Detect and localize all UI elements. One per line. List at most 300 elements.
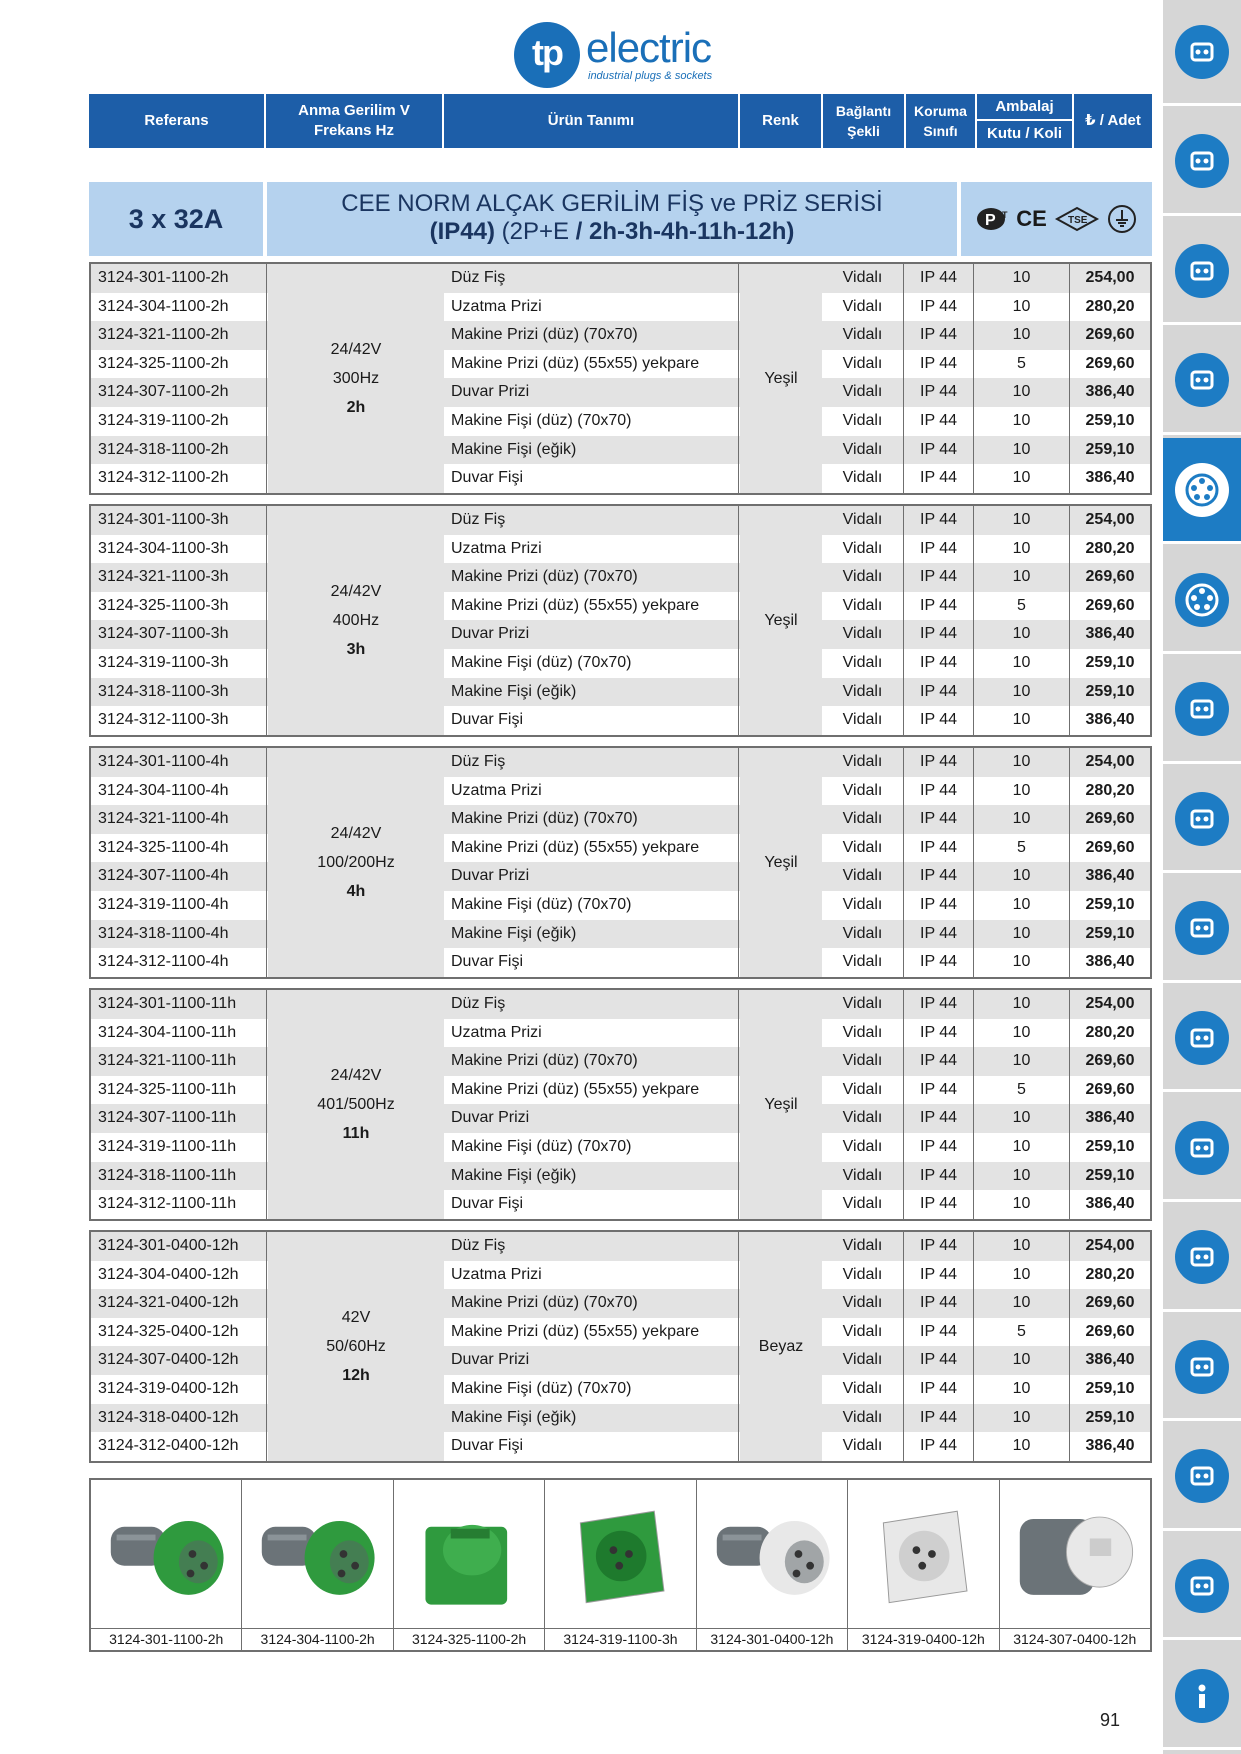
ref-cell: 3124-307-1100-2h bbox=[91, 378, 267, 407]
hour-position-value: 12h bbox=[342, 1366, 370, 1384]
packaging-cell: 10 bbox=[974, 748, 1070, 777]
table-row bbox=[91, 1047, 1150, 1076]
description-cell: Duvar Prizi bbox=[444, 1104, 739, 1133]
protection-cell: IP 44 bbox=[904, 436, 974, 465]
voltage-value: 24/42V bbox=[330, 582, 382, 600]
connection-cell: Vidalı bbox=[822, 563, 904, 592]
ref-cell: 3124-318-1100-3h bbox=[91, 678, 267, 707]
sidebar-item-cee-socket[interactable] bbox=[1163, 438, 1241, 544]
price-cell: 259,10 bbox=[1085, 1379, 1135, 1397]
info-icon bbox=[1175, 1669, 1229, 1723]
table-row bbox=[91, 1404, 1150, 1433]
packaging-cell: 5 bbox=[974, 834, 1070, 863]
protection-cell: IP 44 bbox=[904, 1047, 974, 1076]
header-packaging-bottom: Kutu / Koli bbox=[987, 125, 1062, 142]
ref-cell: 3124-319-1100-4h bbox=[91, 891, 267, 920]
table-row bbox=[91, 1133, 1150, 1162]
price-cell: 254,00 bbox=[1085, 995, 1135, 1012]
table-row bbox=[91, 293, 1150, 322]
voltage-value: 24/42V bbox=[330, 340, 382, 358]
voltage-frequency-merged bbox=[268, 506, 444, 735]
connector-icon bbox=[1175, 353, 1229, 407]
connection-cell: Vidalı bbox=[822, 1104, 904, 1133]
sidebar-item-enclosure[interactable] bbox=[1163, 1315, 1241, 1421]
ref-cell: 3124-312-1100-3h bbox=[91, 706, 267, 735]
enclosure-icon bbox=[1175, 1340, 1229, 1394]
sidebar-item-distribution-board[interactable] bbox=[1163, 767, 1241, 873]
packaging-cell: 5 bbox=[974, 350, 1070, 379]
description-cell: Uzatma Prizi bbox=[444, 535, 739, 564]
sidebar-item-power-strip[interactable] bbox=[1163, 219, 1241, 325]
packaging-cell: 10 bbox=[974, 1346, 1070, 1375]
table-row bbox=[91, 805, 1150, 834]
power-strip-icon bbox=[1175, 244, 1229, 298]
header-voltage-line1: Anma Gerilim V bbox=[298, 102, 410, 119]
voltage-value: 24/42V bbox=[330, 1066, 382, 1084]
header-packaging-top: Ambalaj bbox=[977, 94, 1072, 121]
photo-caption: 3124-301-0400-12h bbox=[697, 1628, 847, 1650]
description-cell: Makine Prizi (düz) (55x55) yekpare bbox=[444, 1076, 739, 1105]
description-cell: Makine Prizi (düz) (70x70) bbox=[444, 1289, 739, 1318]
packaging-cell: 10 bbox=[974, 1104, 1070, 1133]
sidebar-item-cart-box[interactable] bbox=[1163, 877, 1241, 983]
connection-cell: Vidalı bbox=[822, 948, 904, 977]
description-cell: Düz Fiş bbox=[444, 506, 739, 535]
price-cell: 259,10 bbox=[1085, 411, 1135, 429]
protection-cell: IP 44 bbox=[904, 862, 974, 891]
photo-caption: 3124-301-1100-2h bbox=[91, 1628, 241, 1650]
table-row bbox=[91, 706, 1150, 735]
ref-cell: 3124-312-1100-11h bbox=[91, 1190, 267, 1219]
connection-cell: Vidalı bbox=[822, 407, 904, 436]
price-cell: 386,40 bbox=[1085, 1437, 1135, 1455]
connection-cell: Vidalı bbox=[822, 464, 904, 493]
protection-cell: IP 44 bbox=[904, 620, 974, 649]
ref-cell: 3124-312-1100-4h bbox=[91, 948, 267, 977]
price-cell: 269,60 bbox=[1085, 1294, 1135, 1312]
packaging-cell: 10 bbox=[974, 777, 1070, 806]
protection-cell: IP 44 bbox=[904, 920, 974, 949]
connection-cell: Vidalı bbox=[822, 436, 904, 465]
series-title-band bbox=[89, 182, 1152, 256]
price-cell: 386,40 bbox=[1085, 625, 1135, 643]
description-cell: Duvar Prizi bbox=[444, 378, 739, 407]
voltage-frequency-merged bbox=[268, 264, 444, 493]
sidebar-item-reel[interactable] bbox=[1163, 1425, 1241, 1531]
header-voltage bbox=[266, 94, 444, 148]
packaging-cell: 10 bbox=[974, 407, 1070, 436]
protection-cell: IP 44 bbox=[904, 264, 974, 293]
color-merged bbox=[740, 748, 822, 977]
description-cell: Makine Fişi (düz) (70x70) bbox=[444, 1375, 739, 1404]
packaging-cell: 10 bbox=[974, 1019, 1070, 1048]
frequency-value: 50/60Hz bbox=[326, 1337, 386, 1355]
packaging-cell: 5 bbox=[974, 1076, 1070, 1105]
color-value: Yeşil bbox=[764, 853, 798, 871]
svg-text:TSE: TSE bbox=[1067, 215, 1088, 226]
connection-cell: Vidalı bbox=[822, 1432, 904, 1461]
table-row bbox=[91, 1375, 1150, 1404]
ref-cell: 3124-307-0400-12h bbox=[91, 1346, 267, 1375]
description-cell: Uzatma Prizi bbox=[444, 293, 739, 322]
logo-tagline: industrial plugs & sockets bbox=[588, 70, 713, 82]
cee-socket-icon bbox=[1175, 463, 1229, 517]
product-group-4h bbox=[89, 746, 1152, 979]
connection-cell: Vidalı bbox=[822, 1076, 904, 1105]
protection-cell: IP 44 bbox=[904, 1404, 974, 1433]
ref-cell: 3124-321-1100-4h bbox=[91, 805, 267, 834]
price-cell: 269,60 bbox=[1085, 838, 1135, 856]
packaging-cell: 10 bbox=[974, 464, 1070, 493]
description-cell: Makine Fişi (eğik) bbox=[444, 1162, 739, 1191]
product-photo-cell bbox=[91, 1480, 242, 1650]
ref-cell: 3124-321-1100-2h bbox=[91, 321, 267, 350]
header-connection bbox=[823, 94, 906, 148]
price-cell: 269,60 bbox=[1085, 326, 1135, 344]
protection-cell: IP 44 bbox=[904, 1232, 974, 1261]
connection-cell: Vidalı bbox=[822, 706, 904, 735]
price-cell: 386,40 bbox=[1085, 953, 1135, 971]
protection-cell: IP 44 bbox=[904, 777, 974, 806]
page-number: 91 bbox=[1100, 1710, 1121, 1730]
ref-cell: 3124-321-1100-3h bbox=[91, 563, 267, 592]
sidebar-item-cable-box[interactable] bbox=[1163, 1534, 1241, 1640]
description-cell: Makine Prizi (düz) (70x70) bbox=[444, 1047, 739, 1076]
product-photo-panel-plug bbox=[557, 1492, 683, 1618]
packaging-cell: 10 bbox=[974, 321, 1070, 350]
ref-cell: 3124-307-1100-4h bbox=[91, 862, 267, 891]
series-title-line1: CEE NORM ALÇAK GERİLİM FİŞ ve PRİZ SERİSİ bbox=[341, 190, 883, 217]
color-merged bbox=[740, 506, 822, 735]
protection-cell: IP 44 bbox=[904, 1104, 974, 1133]
series-close: ) bbox=[786, 218, 795, 245]
ref-cell: 3124-312-1100-2h bbox=[91, 464, 267, 493]
series-slash: / bbox=[575, 218, 590, 245]
frequency-value: 400Hz bbox=[332, 611, 380, 629]
sidebar-item-junction-box[interactable] bbox=[1163, 1206, 1241, 1312]
ref-cell: 3124-325-1100-3h bbox=[91, 592, 267, 621]
protection-cell: IP 44 bbox=[904, 464, 974, 493]
sidebar-item-cee-plug[interactable] bbox=[1163, 548, 1241, 654]
sidebar-item-coupler[interactable] bbox=[1163, 658, 1241, 764]
price-cell: 386,40 bbox=[1085, 1351, 1135, 1369]
price-cell: 269,60 bbox=[1085, 596, 1135, 614]
connection-cell: Vidalı bbox=[822, 1289, 904, 1318]
ref-cell: 3124-312-0400-12h bbox=[91, 1432, 267, 1461]
price-cell: 269,60 bbox=[1085, 1080, 1135, 1098]
table-row bbox=[91, 1289, 1150, 1318]
packaging-cell: 10 bbox=[974, 1432, 1070, 1461]
wall-box-icon bbox=[1175, 1011, 1229, 1065]
connection-cell: Vidalı bbox=[822, 777, 904, 806]
connection-cell: Vidalı bbox=[822, 1404, 904, 1433]
ref-cell: 3124-304-1100-3h bbox=[91, 535, 267, 564]
connection-cell: Vidalı bbox=[822, 1375, 904, 1404]
table-row bbox=[91, 1261, 1150, 1290]
connection-cell: Vidalı bbox=[822, 748, 904, 777]
price-cell: 259,10 bbox=[1085, 653, 1135, 671]
sidebar-item-info[interactable] bbox=[1163, 1644, 1241, 1750]
connection-cell: Vidalı bbox=[822, 1019, 904, 1048]
protection-cell: IP 44 bbox=[904, 1019, 974, 1048]
protection-cell: IP 44 bbox=[904, 1346, 974, 1375]
frequency-value: 100/200Hz bbox=[317, 853, 395, 871]
product-photo-cell bbox=[697, 1480, 848, 1650]
junction-box-icon bbox=[1175, 1230, 1229, 1284]
table-row bbox=[91, 777, 1150, 806]
product-photo-panel-socket bbox=[406, 1492, 532, 1618]
amp-rating: 3 x 32A bbox=[89, 182, 263, 256]
table-row bbox=[91, 464, 1150, 493]
price-cell: 269,60 bbox=[1085, 810, 1135, 828]
hour-position-value: 2h bbox=[346, 398, 366, 416]
ref-cell: 3124-304-1100-2h bbox=[91, 293, 267, 322]
connection-cell: Vidalı bbox=[822, 678, 904, 707]
product-group-12h bbox=[89, 1230, 1152, 1463]
hour-position-value: 3h bbox=[346, 640, 366, 658]
description-cell: Makine Fişi (düz) (70x70) bbox=[444, 407, 739, 436]
packaging-cell: 10 bbox=[974, 506, 1070, 535]
description-cell: Duvar Fişi bbox=[444, 1190, 739, 1219]
description-cell: Makine Fişi (düz) (70x70) bbox=[444, 891, 739, 920]
color-merged bbox=[740, 264, 822, 493]
protection-cell: IP 44 bbox=[904, 948, 974, 977]
packaging-cell: 10 bbox=[974, 293, 1070, 322]
connection-cell: Vidalı bbox=[822, 350, 904, 379]
table-row bbox=[91, 506, 1150, 535]
packaging-cell: 10 bbox=[974, 264, 1070, 293]
certifications bbox=[961, 182, 1152, 256]
table-row bbox=[91, 862, 1150, 891]
description-cell: Makine Prizi (düz) (55x55) yekpare bbox=[444, 834, 739, 863]
voltage-frequency-merged bbox=[268, 1232, 444, 1461]
ref-cell: 3124-319-1100-3h bbox=[91, 649, 267, 678]
price-cell: 269,60 bbox=[1085, 568, 1135, 586]
price-cell: 386,40 bbox=[1085, 1109, 1135, 1127]
price-cell: 259,10 bbox=[1085, 924, 1135, 942]
product-photo-cell bbox=[545, 1480, 696, 1650]
product-photo-plug bbox=[709, 1492, 835, 1618]
voltage-frequency-merged bbox=[268, 990, 444, 1219]
ref-cell: 3124-325-0400-12h bbox=[91, 1318, 267, 1347]
connection-cell: Vidalı bbox=[822, 264, 904, 293]
description-cell: Makine Fişi (düz) (70x70) bbox=[444, 649, 739, 678]
ref-cell: 3124-321-0400-12h bbox=[91, 1289, 267, 1318]
connection-cell: Vidalı bbox=[822, 592, 904, 621]
table-row bbox=[91, 920, 1150, 949]
ref-cell: 3124-304-0400-12h bbox=[91, 1261, 267, 1290]
protection-cell: IP 44 bbox=[904, 990, 974, 1019]
packaging-cell: 10 bbox=[974, 1375, 1070, 1404]
protection-cell: IP 44 bbox=[904, 350, 974, 379]
product-photos bbox=[89, 1478, 1152, 1652]
connection-cell: Vidalı bbox=[822, 862, 904, 891]
table-header bbox=[89, 94, 1152, 148]
series-title bbox=[267, 182, 957, 256]
packaging-cell: 10 bbox=[974, 948, 1070, 977]
packaging-cell: 10 bbox=[974, 436, 1070, 465]
protection-cell: IP 44 bbox=[904, 649, 974, 678]
ref-cell: 3124-319-1100-11h bbox=[91, 1133, 267, 1162]
table-row bbox=[91, 1232, 1150, 1261]
price-cell: 269,60 bbox=[1085, 1052, 1135, 1070]
frequency-value: 300Hz bbox=[332, 369, 380, 387]
ref-cell: 3124-318-1100-11h bbox=[91, 1162, 267, 1191]
description-cell: Duvar Fişi bbox=[444, 948, 739, 977]
table-row bbox=[91, 321, 1150, 350]
protection-cell: IP 44 bbox=[904, 1375, 974, 1404]
series-ip: (IP44) bbox=[429, 218, 495, 245]
price-cell: 254,00 bbox=[1085, 753, 1135, 770]
description-cell: Makine Fişi (eğik) bbox=[444, 436, 739, 465]
ref-cell: 3124-301-1100-11h bbox=[91, 990, 267, 1019]
price-cell: 386,40 bbox=[1085, 711, 1135, 729]
connection-cell: Vidalı bbox=[822, 506, 904, 535]
ref-cell: 3124-318-1100-4h bbox=[91, 920, 267, 949]
color-value: Beyaz bbox=[758, 1337, 804, 1355]
connection-cell: Vidalı bbox=[822, 834, 904, 863]
hour-position-value: 4h bbox=[346, 882, 366, 900]
color-merged bbox=[740, 990, 822, 1219]
packaging-cell: 10 bbox=[974, 649, 1070, 678]
price-cell: 259,10 bbox=[1085, 1137, 1135, 1155]
protection-cell: IP 44 bbox=[904, 706, 974, 735]
connection-cell: Vidalı bbox=[822, 620, 904, 649]
connection-cell: Vidalı bbox=[822, 649, 904, 678]
connection-cell: Vidalı bbox=[822, 535, 904, 564]
ref-cell: 3124-304-1100-11h bbox=[91, 1019, 267, 1048]
protection-cell: IP 44 bbox=[904, 535, 974, 564]
ref-cell: 3124-304-1100-4h bbox=[91, 777, 267, 806]
price-cell: 386,40 bbox=[1085, 383, 1135, 401]
photo-caption: 3124-307-0400-12h bbox=[1000, 1628, 1150, 1650]
product-photo-cell bbox=[1000, 1480, 1150, 1650]
table-row bbox=[91, 834, 1150, 863]
protection-cell: IP 44 bbox=[904, 407, 974, 436]
connection-cell: Vidalı bbox=[822, 1318, 904, 1347]
protection-cell: IP 44 bbox=[904, 1133, 974, 1162]
ref-cell: 3124-319-1100-2h bbox=[91, 407, 267, 436]
protection-cell: IP 44 bbox=[904, 805, 974, 834]
ref-cell: 3124-325-1100-2h bbox=[91, 350, 267, 379]
ref-cell: 3124-318-0400-12h bbox=[91, 1404, 267, 1433]
series-poles: (2P+E bbox=[494, 218, 576, 245]
price-cell: 386,40 bbox=[1085, 867, 1135, 885]
packaging-cell: 10 bbox=[974, 563, 1070, 592]
sidebar-item-combination-socket[interactable] bbox=[1163, 1096, 1241, 1202]
sidebar-item-connector[interactable] bbox=[1163, 329, 1241, 435]
packaging-cell: 10 bbox=[974, 891, 1070, 920]
description-cell: Duvar Fişi bbox=[444, 1432, 739, 1461]
table-row bbox=[91, 678, 1150, 707]
protection-cell: IP 44 bbox=[904, 834, 974, 863]
description-cell: Makine Prizi (düz) (70x70) bbox=[444, 805, 739, 834]
description-cell: Duvar Fişi bbox=[444, 706, 739, 735]
connection-cell: Vidalı bbox=[822, 891, 904, 920]
price-cell: 259,10 bbox=[1085, 682, 1135, 700]
sidebar-item-plug[interactable] bbox=[1163, 0, 1241, 106]
description-cell: Makine Fişi (eğik) bbox=[444, 678, 739, 707]
packaging-cell: 10 bbox=[974, 1190, 1070, 1219]
description-cell: Uzatma Prizi bbox=[444, 1261, 739, 1290]
price-cell: 386,40 bbox=[1085, 469, 1135, 487]
description-cell: Düz Fiş bbox=[444, 264, 739, 293]
description-cell: Makine Fişi (eğik) bbox=[444, 1404, 739, 1433]
logo-mark: tp bbox=[514, 22, 580, 88]
table-row bbox=[91, 1318, 1150, 1347]
price-cell: 259,10 bbox=[1085, 440, 1135, 458]
price-cell: 280,20 bbox=[1085, 1023, 1135, 1041]
table-row bbox=[91, 1019, 1150, 1048]
table-row bbox=[91, 407, 1150, 436]
table-row bbox=[91, 990, 1150, 1019]
table-row bbox=[91, 592, 1150, 621]
voltage-frequency-merged bbox=[268, 748, 444, 977]
ref-cell: 3124-319-0400-12h bbox=[91, 1375, 267, 1404]
product-photo-cell bbox=[394, 1480, 545, 1650]
color-value: Yeşil bbox=[764, 1095, 798, 1113]
connection-cell: Vidalı bbox=[822, 321, 904, 350]
connection-cell: Vidalı bbox=[822, 1232, 904, 1261]
frequency-value: 401/500Hz bbox=[317, 1095, 395, 1113]
description-cell: Makine Fişi (düz) (70x70) bbox=[444, 1133, 739, 1162]
earth-cert-icon bbox=[1107, 204, 1137, 234]
protection-cell: IP 44 bbox=[904, 321, 974, 350]
price-cell: 259,10 bbox=[1085, 1166, 1135, 1184]
price-cell: 280,20 bbox=[1085, 539, 1135, 557]
table-row bbox=[91, 620, 1150, 649]
table-row bbox=[91, 378, 1150, 407]
sidebar-item-wall-box[interactable] bbox=[1163, 986, 1241, 1092]
header-voltage-line2: Frekans Hz bbox=[313, 122, 395, 139]
cee-plug-icon bbox=[1175, 573, 1229, 627]
table-row bbox=[91, 948, 1150, 977]
packaging-cell: 10 bbox=[974, 1232, 1070, 1261]
description-cell: Makine Prizi (düz) (55x55) yekpare bbox=[444, 1318, 739, 1347]
color-value: Yeşil bbox=[764, 611, 798, 629]
price-cell: 280,20 bbox=[1085, 297, 1135, 315]
packaging-cell: 10 bbox=[974, 1261, 1070, 1290]
packaging-cell: 10 bbox=[974, 1047, 1070, 1076]
product-group-2h bbox=[89, 262, 1152, 495]
coupler-icon bbox=[1175, 682, 1229, 736]
packaging-cell: 5 bbox=[974, 1318, 1070, 1347]
protection-cell: IP 44 bbox=[904, 592, 974, 621]
ref-cell: 3124-318-1100-2h bbox=[91, 436, 267, 465]
ref-cell: 3124-325-1100-4h bbox=[91, 834, 267, 863]
description-cell: Duvar Fişi bbox=[444, 464, 739, 493]
ref-cell: 3124-301-1100-3h bbox=[91, 506, 267, 535]
product-photo-panel-plug bbox=[860, 1492, 986, 1618]
product-group-11h bbox=[89, 988, 1152, 1221]
ref-cell: 3124-301-0400-12h bbox=[91, 1232, 267, 1261]
voltage-value: 42V bbox=[341, 1308, 371, 1326]
product-photo-plug bbox=[103, 1492, 229, 1618]
table-row bbox=[91, 1432, 1150, 1461]
table-row bbox=[91, 535, 1150, 564]
header-protection-line1: Koruma bbox=[914, 103, 967, 119]
reel-icon bbox=[1175, 1449, 1229, 1503]
packaging-cell: 10 bbox=[974, 862, 1070, 891]
packaging-cell: 10 bbox=[974, 1133, 1070, 1162]
connection-cell: Vidalı bbox=[822, 990, 904, 1019]
sidebar-item-socket[interactable] bbox=[1163, 110, 1241, 216]
table-row bbox=[91, 1076, 1150, 1105]
ref-cell: 3124-301-1100-2h bbox=[91, 264, 267, 293]
tse-cert-icon bbox=[1053, 206, 1101, 232]
price-cell: 254,00 bbox=[1085, 511, 1135, 528]
table-row bbox=[91, 1346, 1150, 1375]
